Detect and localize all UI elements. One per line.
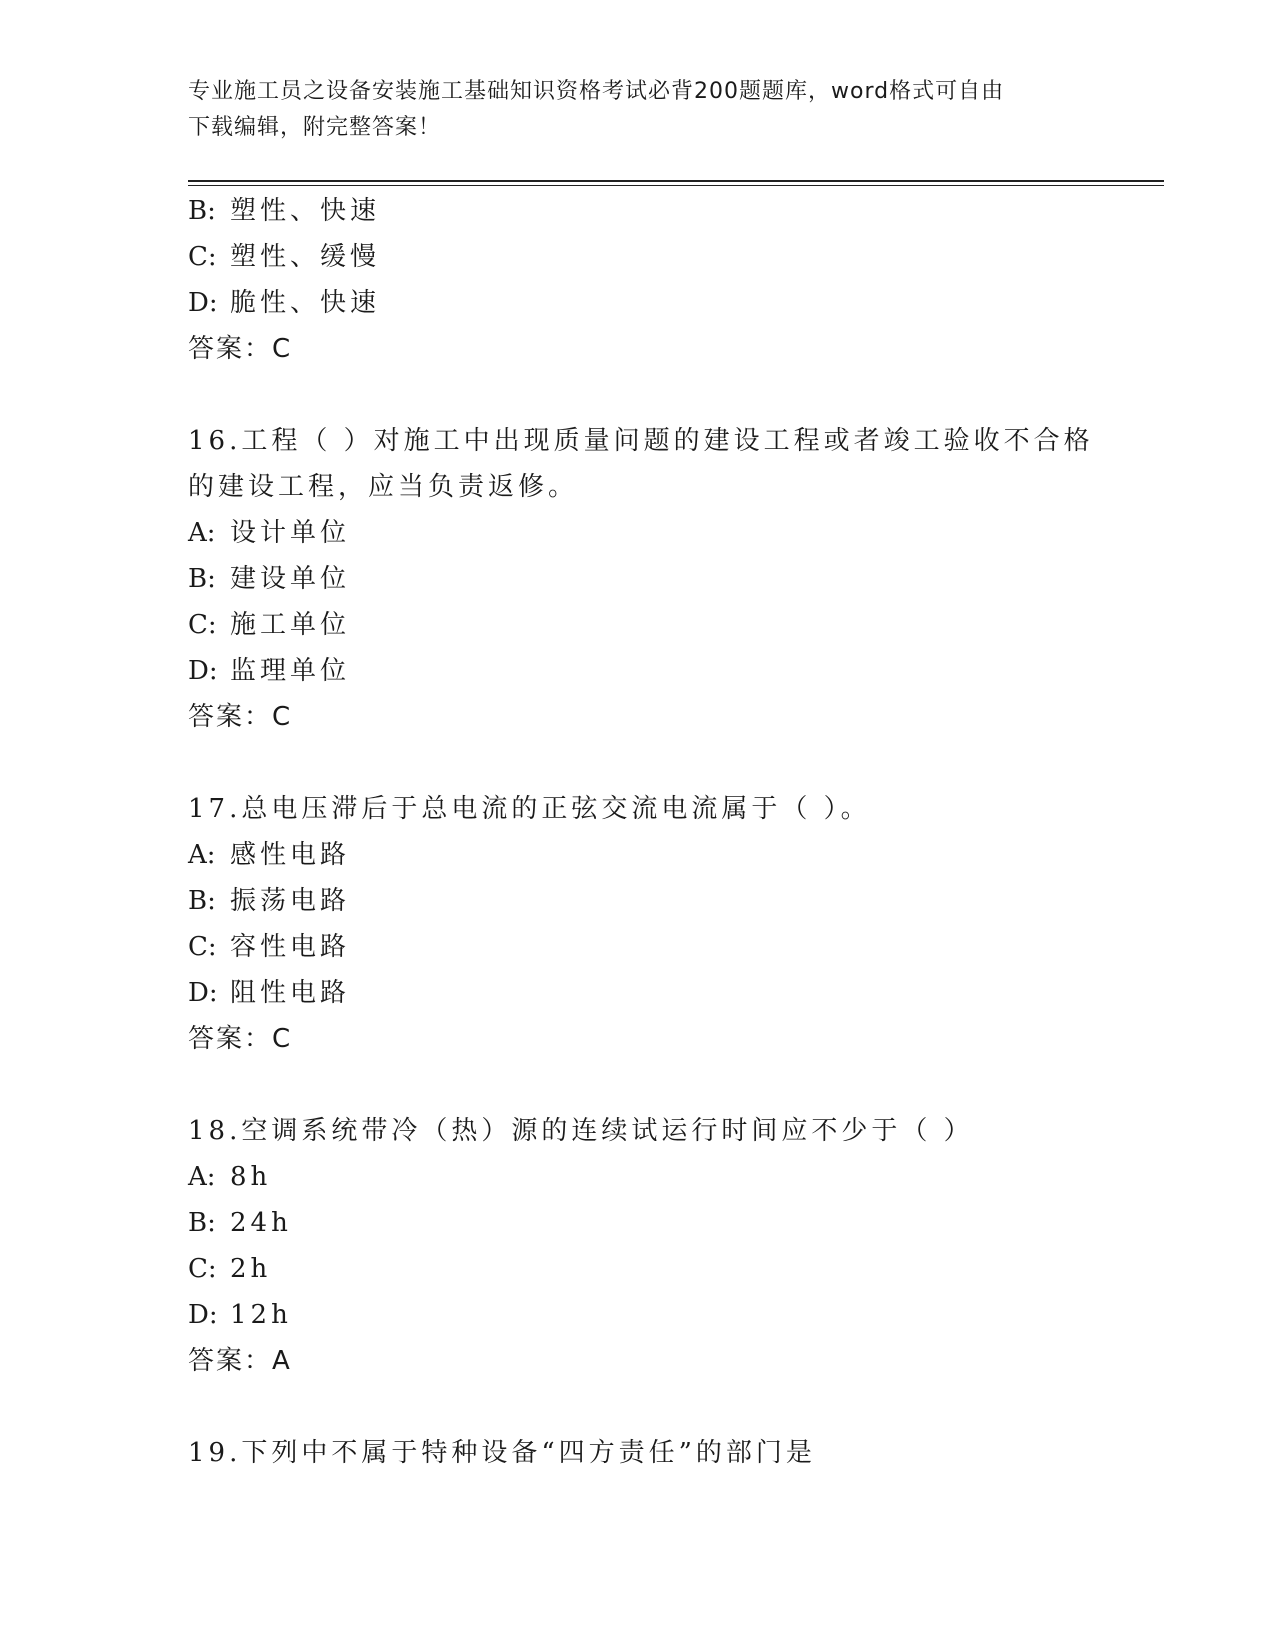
- option-d: D: 监理单位: [188, 656, 351, 686]
- question-stem: 19.下列中不属于特种设备“四方责任”的部门是: [188, 1438, 816, 1468]
- answer: 答案：C: [188, 702, 293, 732]
- header-divider-thick: [188, 180, 1164, 182]
- option-a: A: 感性电路: [188, 840, 351, 870]
- question-18: [188, 1108, 1148, 1384]
- question-15-continued: [188, 188, 1148, 372]
- option-d: D: 12h: [188, 1300, 292, 1330]
- option-b: B: 振荡电路: [188, 886, 351, 916]
- header-line-1: 专业施工员之设备安装施工基础知识资格考试必背200题题库，word格式可自由: [188, 79, 1005, 104]
- question-stem: 17.总电压滞后于总电流的正弦交流电流属于（ ）。: [188, 794, 871, 824]
- answer: 答案：A: [188, 1346, 292, 1376]
- question-16: [188, 418, 1148, 740]
- question-stem: 16.工程（ ）对施工中出现质量问题的建设工程或者竣工验收不合格 的建设工程，应当负责返修。: [188, 426, 1094, 502]
- option-c: C: 塑性、缓慢: [188, 242, 381, 272]
- option-d: D: 脆性、快速: [188, 288, 381, 318]
- question-19: [188, 1430, 1148, 1476]
- answer: 答案：C: [188, 334, 293, 364]
- question-list: [188, 188, 1148, 1476]
- question-17: [188, 786, 1148, 1062]
- option-d: D: 阻性电路: [188, 978, 351, 1008]
- document-header: [188, 74, 1078, 146]
- option-b: B: 建设单位: [188, 564, 351, 594]
- option-a: A: 设计单位: [188, 518, 351, 548]
- question-stem: 18.空调系统带冷（热）源的连续试运行时间应不少于（ ）: [188, 1116, 974, 1146]
- option-c: C: 2h: [188, 1254, 272, 1284]
- option-c: C: 施工单位: [188, 610, 351, 640]
- answer: 答案：C: [188, 1024, 293, 1054]
- option-b: B: 塑性、快速: [188, 196, 381, 226]
- header-line-2: 下载编辑，附完整答案！: [188, 115, 442, 140]
- header-divider-thin: [188, 185, 1164, 186]
- option-c: C: 容性电路: [188, 932, 351, 962]
- option-b: B: 24h: [188, 1208, 292, 1238]
- option-a: A: 8h: [188, 1162, 272, 1192]
